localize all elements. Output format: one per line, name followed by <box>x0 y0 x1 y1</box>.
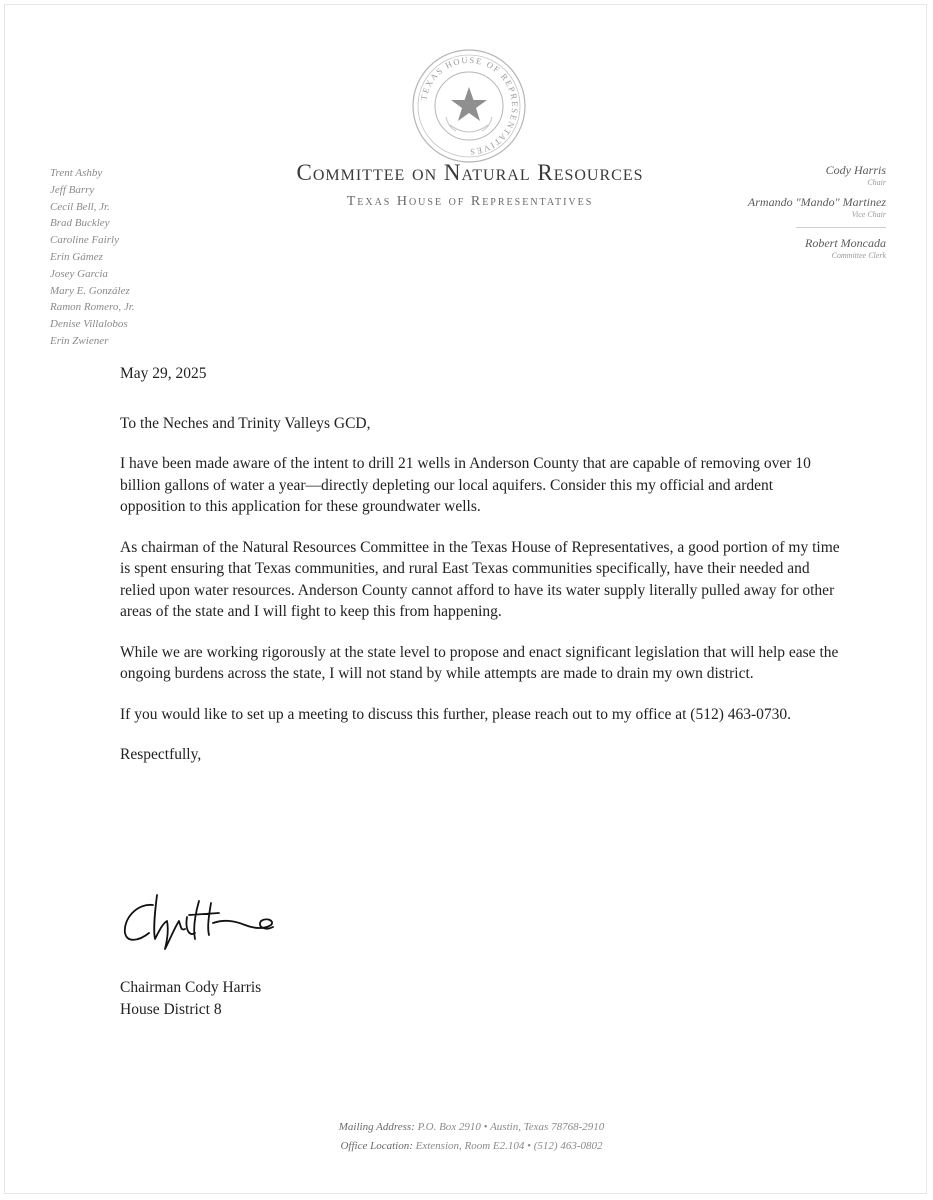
signer-block <box>120 977 261 1020</box>
letter-footer <box>5 1118 933 1156</box>
member-name: Erin Zwiener <box>50 334 109 347</box>
seal-text: TEXAS HOUSE OF REPRESENTATIVES <box>418 54 521 158</box>
mailing-address-line <box>5 1118 933 1137</box>
letter-closing: Respectfully, <box>120 746 202 763</box>
vice-chair-name: Armando "Mando" Martinez <box>747 195 886 209</box>
officers-divider <box>796 227 886 228</box>
chair-role: Chair <box>867 178 886 187</box>
member-name: Mary E. González <box>50 284 130 297</box>
letter-date: May 29, 2025 <box>120 365 207 382</box>
chair-name: Cody Harris <box>825 163 886 177</box>
member-name: Denise Villalobos <box>50 318 128 331</box>
signer-title: Chairman Cody Harris <box>120 979 262 996</box>
office-label: Office Location: <box>340 1140 413 1152</box>
committee-subtitle: Texas House of Representatives <box>346 194 594 209</box>
member-name: Josey Garcia <box>50 267 108 280</box>
letter-body <box>120 363 840 785</box>
letter-page <box>4 4 927 1194</box>
member-name: Erin Gámez <box>50 250 103 263</box>
member-name: Trent Ashby <box>50 167 103 179</box>
mailing-value: P.O. Box 2910 • Austin, Texas 78768-2910 <box>417 1121 605 1133</box>
clerk-name: Robert Moncada <box>805 236 886 250</box>
member-name: Caroline Fairly <box>50 234 119 247</box>
clerk-role: Committee Clerk <box>831 251 886 260</box>
letter-paragraph: I have been made aware of the intent to drill 21 wells in Anderson County that are capable of removing over 10 billion gallons of water a year—directly depleting our local aquifers. Consider this my official and ardent opposition to this application for these groundwater wells. <box>120 455 811 515</box>
letterhead-title-block <box>245 160 695 210</box>
committee-officers <box>636 163 886 268</box>
letter-paragraph: While we are working rigorously at the state level to propose and enact significant legislation that will help ease the ongoing burdens across the state, I will not stand by while attempts are made to drain my own district. <box>120 643 839 682</box>
member-name: Ramon Romero, Jr. <box>50 301 135 314</box>
member-name: Jeff Barry <box>50 183 95 196</box>
vice-chair-role: Vice Chair <box>851 210 886 219</box>
office-location-line <box>5 1137 933 1156</box>
letter-salutation: To the Neches and Trinity Valleys GCD, <box>120 414 371 432</box>
member-name: Brad Buckley <box>50 217 110 230</box>
letter-paragraph: As chairman of the Natural Resources Committee in the Texas House of Representatives, a good portion of my time is spent ensuring that Texas communities, and rural East Texas communities specifically, have their needed and relied upon water resources. Anderson County cannot afford to have its water supply literally pulled away for other areas of the state and I will fight to keep this from happening. <box>120 538 840 620</box>
member-name: Cecil Bell, Jr. <box>50 200 110 213</box>
signer-district: House District 8 <box>120 1000 222 1018</box>
office-value: Extension, Room E2.104 • (512) 463-0802 <box>415 1140 603 1152</box>
texas-house-seal-icon <box>410 47 528 165</box>
committee-members-list <box>50 165 220 350</box>
letter-paragraph: If you would like to set up a meeting to discuss this further, please reach out to my office at (512) 463-0730. <box>120 705 792 723</box>
mailing-label: Mailing Address: <box>338 1121 415 1133</box>
handwritten-signature-icon <box>115 883 355 963</box>
committee-title: Committee on Natural Resources <box>296 160 644 185</box>
